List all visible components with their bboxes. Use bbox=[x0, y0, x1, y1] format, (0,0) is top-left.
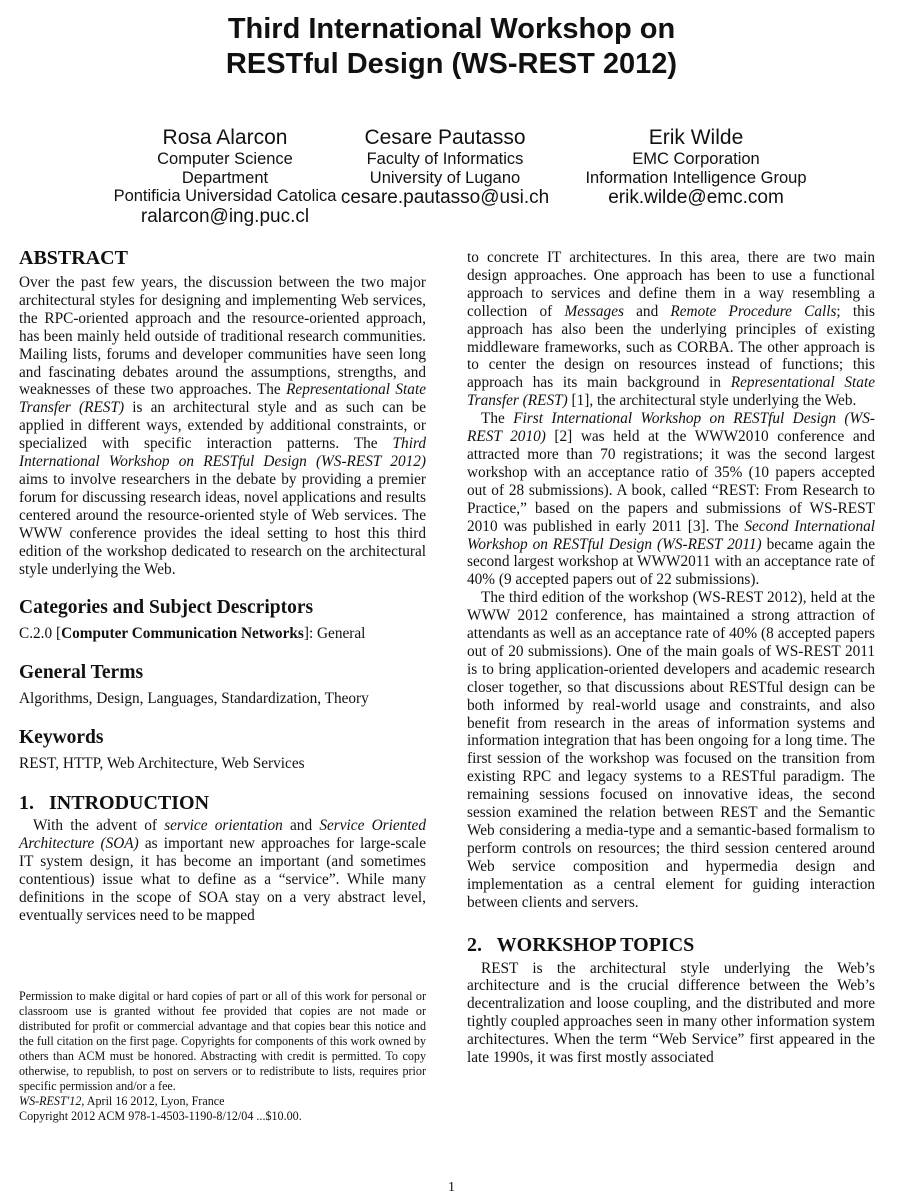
author-email: erik.wilde@emc.com bbox=[608, 187, 784, 208]
third-edition-paragraph: The third edition of the workshop (WS-REST 2012), held at the WWW 2012 conference, has maintained a strong attraction of attendants as well as an acceptance rate of 40% (8 accepted papers out of 20 submissions). One of the main goals of WS-REST 2011 is to bring application-oriented developers and academic research closer together, so that discussions about RESTful design can be both informed by real-world usage and constraints, and also benefit from research in the areas of information systems and information integration that has been ongoing for a long time. The first session of the workshop was focused on the transition from existing RPC and legacy systems to a RESTful paradigm. The remaining sessions focused on innovative ideas, the second session examined the relation between REST and the Semantic Web considering a media-type and a semantic-based formalism to perform controls on resources; the third session centered around Web service composition and hypermedia design and implementation as a central element for guiding interaction between clients and servers. bbox=[467, 589, 875, 911]
paper-title bbox=[0, 12, 903, 82]
author-affiliation: Information Intelligence Group bbox=[585, 168, 807, 187]
permission-notice bbox=[19, 989, 426, 1124]
workshop-topics-heading: 2. WORKSHOP TOPICS bbox=[467, 933, 695, 956]
copyright-line: Copyright 2012 ACM 978-1-4503-1190-8/12/04 ...$10.00. bbox=[19, 1109, 302, 1123]
author-block-wilde bbox=[566, 126, 826, 208]
author-block-pautasso bbox=[320, 126, 570, 208]
general-terms-heading: General Terms bbox=[19, 662, 144, 684]
author-name: Erik Wilde bbox=[648, 126, 744, 149]
introduction-heading: 1. INTRODUCTION bbox=[19, 792, 210, 815]
author-affiliation: Computer Science bbox=[157, 150, 293, 168]
title-line-2: RESTful Design (WS-REST 2012) bbox=[225, 48, 678, 80]
author-affiliation: Pontificia Universidad Catolica bbox=[113, 187, 337, 205]
page-number: 1 bbox=[448, 1180, 455, 1195]
author-name: Rosa Alarcon bbox=[162, 126, 288, 149]
categories-heading: Categories and Subject Descriptors bbox=[19, 597, 314, 619]
author-email: ralarcon@ing.puc.cl bbox=[140, 205, 310, 227]
abstract-text: Over the past few years, the discussion between the two major architectural styles for designing and implementing Web services, the RPC-oriented approach and the resource-oriented approach, has been mainly held outside of traditional research communities. Mailing lists, forums and developer communities have seen long and fascinating debates around the assumptions, strengths, and weaknesses of these two approaches. The Representational State Transfer (REST) is an architectural style and as such can be applied in different ways, extended by additional constraints, or specialized with specific interaction patterns. The Third International Workshop on RESTful Design (WS-REST 2012) aims to involve researchers in the debate by providing a premier forum for discussing research ideas, novel applications and results centered around the resource-oriented style of Web services. The WWW conference provides the ideal setting to host this third edition of the workshop dedicated to research on the architectural style underlying the Web. bbox=[19, 274, 427, 578]
author-email: cesare.pautasso@usi.ch bbox=[340, 187, 550, 208]
categories-text: C.2.0 [Computer Communication Networks]: General bbox=[19, 625, 366, 643]
keywords-text: REST, HTTP, Web Architecture, Web Services bbox=[19, 755, 305, 773]
author-name: Cesare Pautasso bbox=[364, 126, 526, 149]
permission-text: Permission to make digital or hard copies of part or all of this work for personal or classroom use is granted without fee provided that copies are not made or distributed for profit or commercial advantage and that copies bear this notice and the full citation on the first page. Copyrights for components of this work owned by others than ACM must be honored. Abstracting with credit is permitted. To copy otherwise, to republish, to post on servers or to redistribute to lists, requires prior specific permission and/or a fee. bbox=[19, 989, 426, 1093]
author-affiliation: EMC Corporation bbox=[632, 150, 760, 168]
workshop-history-paragraph: The First International Workshop on RESTful Design (WS-REST 2010) [2] was held at the WWW2010 conference and attracted more than 70 registrations; it was the second largest workshop with an acceptance ratio of 35% (10 papers accepted out of 28 submissions). A book, called “REST: From Research to Practice,” based on the papers and submissions of WS-REST 2010 was published in early 2011 [3]. The Second International Workshop on RESTful Design (WS-REST 2011) became again the second largest workshop at WWW2011 with an acceptance rate of 40% (9 accepted papers out of 22 submissions). bbox=[467, 410, 875, 589]
abstract-heading: ABSTRACT bbox=[19, 247, 128, 269]
author-affiliation: Department bbox=[181, 168, 269, 187]
author-affiliation: Faculty of Informatics bbox=[366, 150, 524, 168]
right-column bbox=[467, 249, 875, 1067]
author-affiliation: University of Lugano bbox=[369, 168, 521, 187]
intro-continued-paragraph: to concrete IT architectures. In this area, there are two main design approaches. One approach has been to use a functional approach to services and define them in a way resembling a collection of Messages and Remote Procedure Calls; this approach has also been the underlying principles of existing middleware frameworks, such as CORBA. The other approach is to center the design on resources instead of functions; this approach has its main background in Representational State Transfer (REST) [1], the architectural style underlying the Web. bbox=[467, 249, 875, 410]
keywords-heading: Keywords bbox=[19, 727, 104, 749]
workshop-topics-text: REST is the architectural style underlying the Web’s architecture and is the crucial difference between the Web’s decentralization and loose coupling, and the distributed and more tightly coupled approaches seen in many other information system architectures. When the term “Web Service” first appeared in the late 1990s, it was first mostly associated bbox=[467, 959, 875, 1067]
introduction-text: With the advent of service orientation and Service Oriented Architecture (SOA) as important new approaches for large-scale IT system design, it has become an important (and sometimes contentious) issue what to define as a “service”. While many definitions in the scope of SOA stay on a very abstract level, eventually services need to be mapped bbox=[19, 817, 426, 924]
left-column bbox=[19, 246, 426, 925]
general-terms-text: Algorithms, Design, Languages, Standardization, Theory bbox=[19, 690, 369, 708]
title-line-1: Third International Workshop on bbox=[227, 13, 676, 45]
venue-line: WS-REST'12, April 16 2012, Lyon, France bbox=[19, 1094, 225, 1108]
